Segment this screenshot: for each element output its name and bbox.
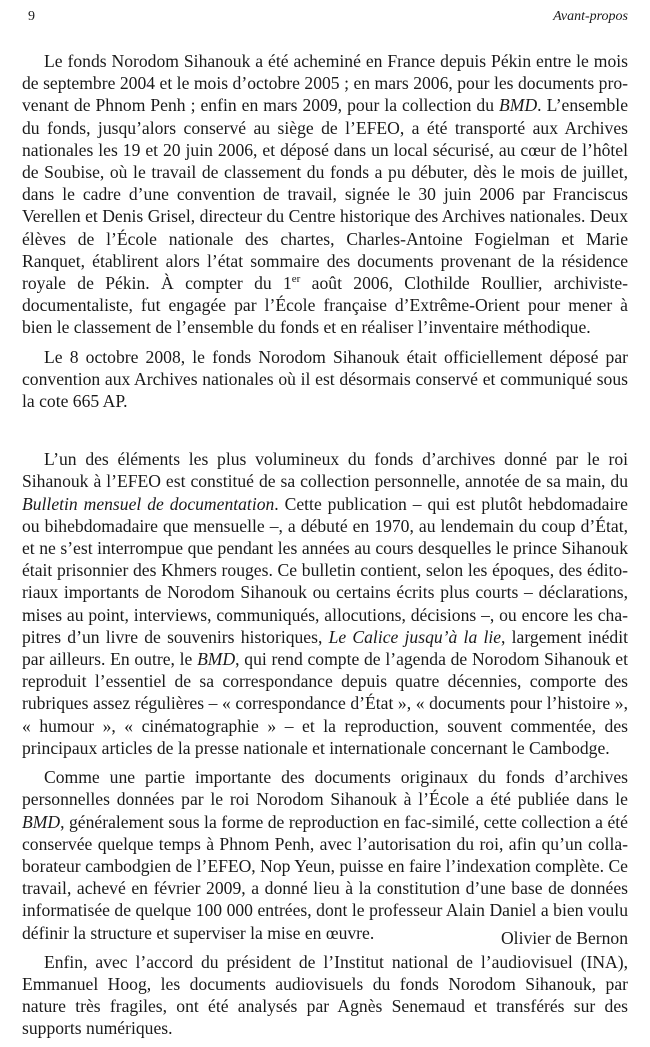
text-run: août 2006, Clothilde Roullier, archiviste-documentaliste, fut engagée par l’École française d’Extrême-Orient pour mener à bien le classement de l’ensemble du fonds et en réaliser l’inventaire méthodique. [22,273,628,338]
text-run: , généralement sous la forme de reproduction en fac-similé, cette collection a été conservée quelque temps à Phnom Penh, avec l’autorisation du roi, afin qu’un collaborateur cambodgien de l’EFEO, Nop Yeun, puisse en faire l’indexation complète. Ce travail, achevé en février 2009, a donné lieu à la constitution d’une base de données informatisée de quelque 100 000 entrées, dont le professeur Alain Daniel a bien voulu définir la structure et superviser la mise en œuvre. [22,811,628,943]
text-run: . L’ensemble du fonds, jusqu’alors conservé au siège de l’EFEO, a été transporté aux Archives nationales les 19 et 20 juin 2006, et déposé dans un local sécurisé, au cœur de l’hôtel de Soubise, où le travail de classement du fonds a pu débuter, dès le mois de juillet, dans le cadre d’une convention de travail, signée le 30 juin 2006 par Franciscus Verellen et Denis Grisel, directeur du Centre historique des Archives nationales. Deux élèves de l’École nationale des chartes, Charles-Antoine Fogielman et Marie Ranquet, établirent alors l’état sommaire des documents provenant de la résidence royale de Pékin. À compter du 1 [22,95,628,294]
text-run: Enfin, avec l’accord du président de l’Institut national de l’audiovisuel (INA), Emmanuel Hoog, les documents audiovisuels du fonds Norodom Sihanouk, par nature très fragiles, ont été analysés par Agnès Senemaud et transférés sur des supports numériques. [22,951,628,1039]
paragraph-p3 [22,448,628,759]
running-head: Avant-propos [553,9,628,24]
text-run: L’un des éléments les plus volumineux du fonds d’archives donné par le roi Sihanouk à l’EFEO est constitué de sa collection personnelle, annotée de sa main, du [22,449,628,492]
text-run: , largement inédit par ailleurs. En outre, le [22,626,628,670]
text-run: BMD [22,811,61,832]
text-run: BMD [197,649,236,670]
text-run: Bulletin mensuel de documentation [22,493,275,514]
text-run: er [291,273,301,286]
paragraph-p2 [22,346,628,413]
signature: Olivier de Bernon [500,928,628,948]
text-run: Le Calice jusqu’à la lie [328,626,502,647]
text-run: Le fonds Norodom Sihanouk a été acheminé en France depuis Pékin entre le mois de septembre 2004 et le mois d’octobre 2005 ; en mars 2006, pour les documents provenant de Phnom Penh ; enfin en mars 2009, pour la collection du [22,51,628,116]
paragraph-p5 [22,951,628,1040]
text-run: . Cette publication – qui est plutôt hebdomadaire ou bihebdomadaire que mensuelle –, a débuté en 1970, au lendemain du coup d’État, et ne s’est interrompue que pendant les années au cours desquelles le prince Sihanouk était prisonnier des Khmers rouges. Ce bulletin contient, selon les époques, des éditoriaux importants de Norodom Sihanouk ou certains écrits plus courts – déclarations, mises au point, interviews, communiqués, allocutions, décisions –, ou encore les chapitres d’un livre de souvenirs historiques, [22,493,628,647]
paragraph-p4 [22,766,628,944]
text-run: , qui rend compte de l’agenda de Norodom Sihanouk et reproduit l’essentiel de sa correspondance depuis quatre décennies, comporte des rubriques assez régulières – « correspondance d’État », « documents pour l’histoire », « humour », « cinématographie » – et la reproduction, souvent commentée, des principaux articles de la presse nationale et internationale concernant le Cambodge. [22,649,628,758]
paragraph-p1 [22,50,628,339]
page-number: 9 [28,9,35,24]
text-run: Comme une partie importante des documents originaux du fonds d’archives personnelles données par le roi Norodom Sihanouk à l’École a été publiée dans le [22,767,628,810]
text-run: Le 8 octobre 2008, le fonds Norodom Sihanouk était officiellement déposé par convention aux Archives nationales où il est désormais conservé et communiqué sous la cote 665 AP. [22,346,628,412]
body-text [22,50,628,1047]
text-run: BMD [499,95,538,116]
